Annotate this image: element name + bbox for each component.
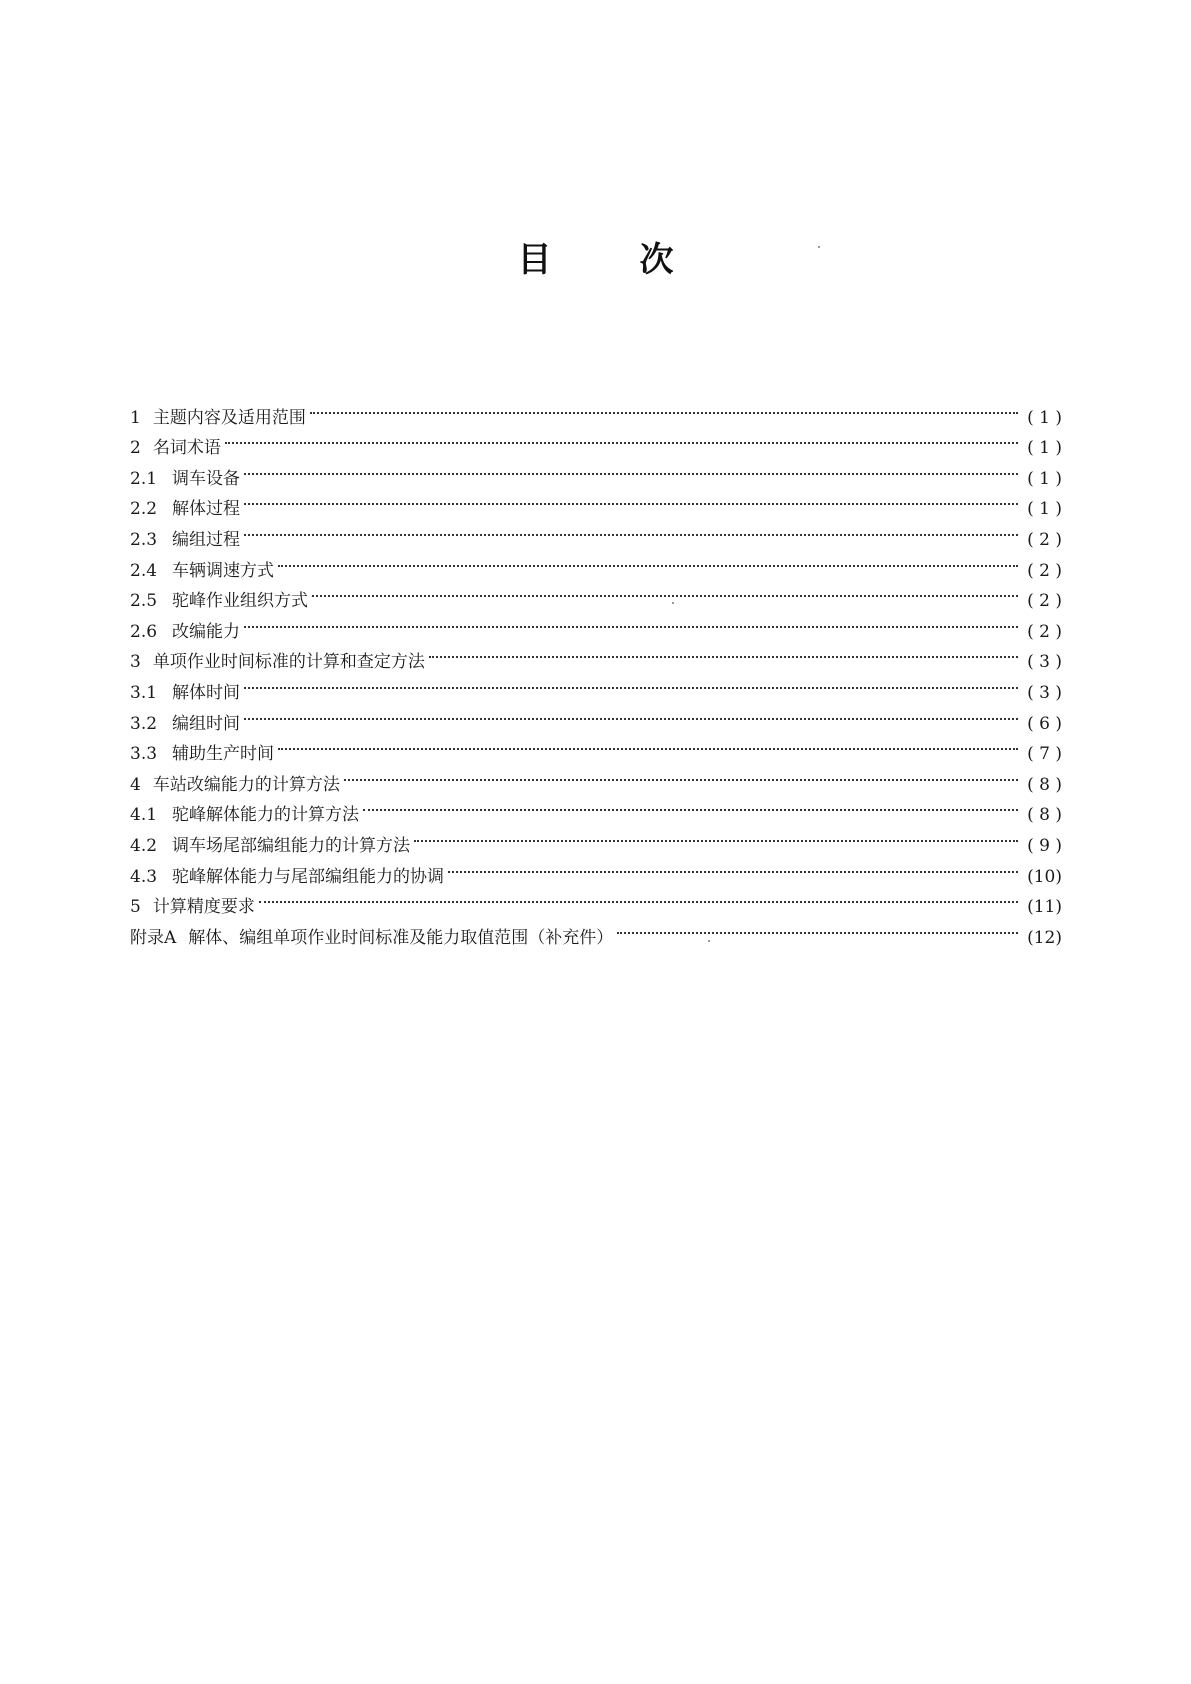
toc-entry-number: 附录A — [130, 927, 177, 948]
toc-entry-number: 2.3 — [130, 529, 158, 550]
toc-entry-label: 改编能力 — [172, 621, 240, 642]
toc-entry[interactable] — [130, 882, 1062, 918]
toc-entry-label: 主题内容及适用范围 — [152, 407, 306, 428]
toc-entry-number: 3.1 — [130, 682, 158, 703]
toc-entry[interactable] — [130, 637, 1062, 673]
toc-entry-label: 车站改编能力的计算方法 — [152, 774, 340, 795]
toc-entry-page: ( 2 ) — [1027, 621, 1062, 642]
toc-dot-leader — [278, 545, 1018, 576]
toc-entry-page: ( 2 ) — [1027, 529, 1062, 550]
toc-entry[interactable] — [130, 729, 1062, 765]
toc-dot-leader — [414, 820, 1018, 851]
toc-dot-leader — [448, 851, 1018, 882]
toc-entry-label: 解体、编组单项作业时间标准及能力取值范围（补充件） — [188, 927, 614, 948]
toc-dot-leader — [244, 514, 1018, 545]
toc-entry[interactable] — [130, 912, 1062, 948]
toc-entry-label: 驼峰解体能力的计算方法 — [172, 805, 359, 826]
toc-entry-label: 驼峰解体能力与尾部编组能力的协调 — [172, 866, 444, 887]
toc-entry-page: (12) — [1027, 927, 1062, 948]
toc-entry-number: 4 — [130, 774, 141, 795]
toc-entry-number: 2.6 — [130, 621, 158, 642]
toc-entry-number: 3.3 — [130, 744, 158, 765]
toc-entry-page: ( 2 ) — [1027, 591, 1062, 612]
toc-entry-page: ( 2 ) — [1027, 560, 1062, 581]
toc-entry-number: 4.1 — [130, 805, 158, 826]
toc-entry[interactable] — [130, 545, 1062, 581]
toc-entry-label: 解体过程 — [172, 499, 240, 520]
toc-dot-leader — [429, 637, 1018, 668]
title-char-2: 次 — [639, 240, 674, 280]
toc-entry-label: 驼峰作业组织方式 — [172, 591, 308, 612]
toc-entry-number: 1 — [130, 407, 141, 428]
toc-entry-page: ( 3 ) — [1027, 652, 1062, 673]
toc-entry-number: 5 — [130, 897, 141, 918]
toc-entry[interactable] — [130, 484, 1062, 520]
toc-dot-leader — [244, 484, 1018, 515]
toc-entry-page: (10) — [1027, 866, 1062, 887]
toc-dot-leader — [344, 759, 1018, 790]
scan-speck — [708, 940, 710, 942]
toc-entry-number: 2.5 — [130, 591, 158, 612]
toc-entry-number: 2.1 — [130, 468, 158, 489]
toc-dot-leader — [244, 698, 1018, 729]
toc-entry-page: ( 3 ) — [1027, 682, 1062, 703]
toc-entry-number: 3.2 — [130, 713, 158, 734]
toc-dot-leader — [310, 392, 1018, 423]
toc-entry-page: ( 1 ) — [1027, 468, 1062, 489]
toc-entry[interactable] — [130, 514, 1062, 550]
toc-entry-page: ( 9 ) — [1027, 835, 1062, 856]
toc-dot-leader — [225, 423, 1018, 454]
toc-entry-label: 调车场尾部编组能力的计算方法 — [172, 835, 410, 856]
toc-entry-label: 车辆调速方式 — [172, 560, 274, 581]
toc-entry-page: ( 1 ) — [1027, 499, 1062, 520]
toc-entry-number: 2 — [130, 438, 141, 459]
toc-entry-label: 调车设备 — [172, 468, 240, 489]
toc-entry-page: ( 8 ) — [1027, 805, 1062, 826]
toc-dot-leader — [259, 882, 1018, 913]
toc-entry[interactable] — [130, 606, 1062, 642]
title-char-1: 目 — [517, 240, 552, 280]
toc-entry-page: ( 8 ) — [1027, 774, 1062, 795]
toc-entry-label: 名词术语 — [152, 438, 221, 459]
toc-entry[interactable] — [130, 423, 1062, 459]
toc-entry-label: 编组时间 — [172, 713, 240, 734]
page-title — [0, 232, 1191, 281]
toc-entry[interactable] — [130, 667, 1062, 703]
toc-entry[interactable] — [130, 698, 1062, 734]
toc-entry[interactable] — [130, 392, 1062, 428]
toc-entry-label: 辅助生产时间 — [172, 744, 274, 765]
toc-entry-page: ( 7 ) — [1027, 744, 1062, 765]
toc-entry-number: 4.3 — [130, 866, 158, 887]
toc-dot-leader — [278, 729, 1018, 760]
toc-entry-number: 2.2 — [130, 499, 158, 520]
toc-entry-label: 解体时间 — [172, 682, 240, 703]
toc-entry-page: (11) — [1027, 897, 1062, 918]
toc-entry-label: 单项作业时间标准的计算和查定方法 — [152, 652, 425, 673]
toc-dot-leader — [244, 667, 1018, 698]
toc-entry-label: 计算精度要求 — [152, 897, 255, 918]
toc-dot-leader — [244, 606, 1018, 637]
toc-entry-page: ( 6 ) — [1027, 713, 1062, 734]
toc-entry-page: ( 1 ) — [1027, 407, 1062, 428]
toc-dot-leader — [617, 912, 1018, 943]
toc-entry-page: ( 1 ) — [1027, 438, 1062, 459]
toc-entry[interactable] — [130, 453, 1062, 489]
toc-dot-leader — [244, 453, 1018, 484]
toc-dot-leader — [363, 790, 1018, 821]
toc-entry-number: 4.2 — [130, 835, 158, 856]
scan-speck — [818, 246, 820, 248]
toc-entry-number: 2.4 — [130, 560, 158, 581]
toc-dot-leader — [312, 576, 1018, 607]
table-of-contents — [130, 392, 1062, 948]
scan-speck — [672, 602, 674, 604]
toc-entry-number: 3 — [130, 652, 141, 673]
toc-entry-label: 编组过程 — [172, 529, 240, 550]
